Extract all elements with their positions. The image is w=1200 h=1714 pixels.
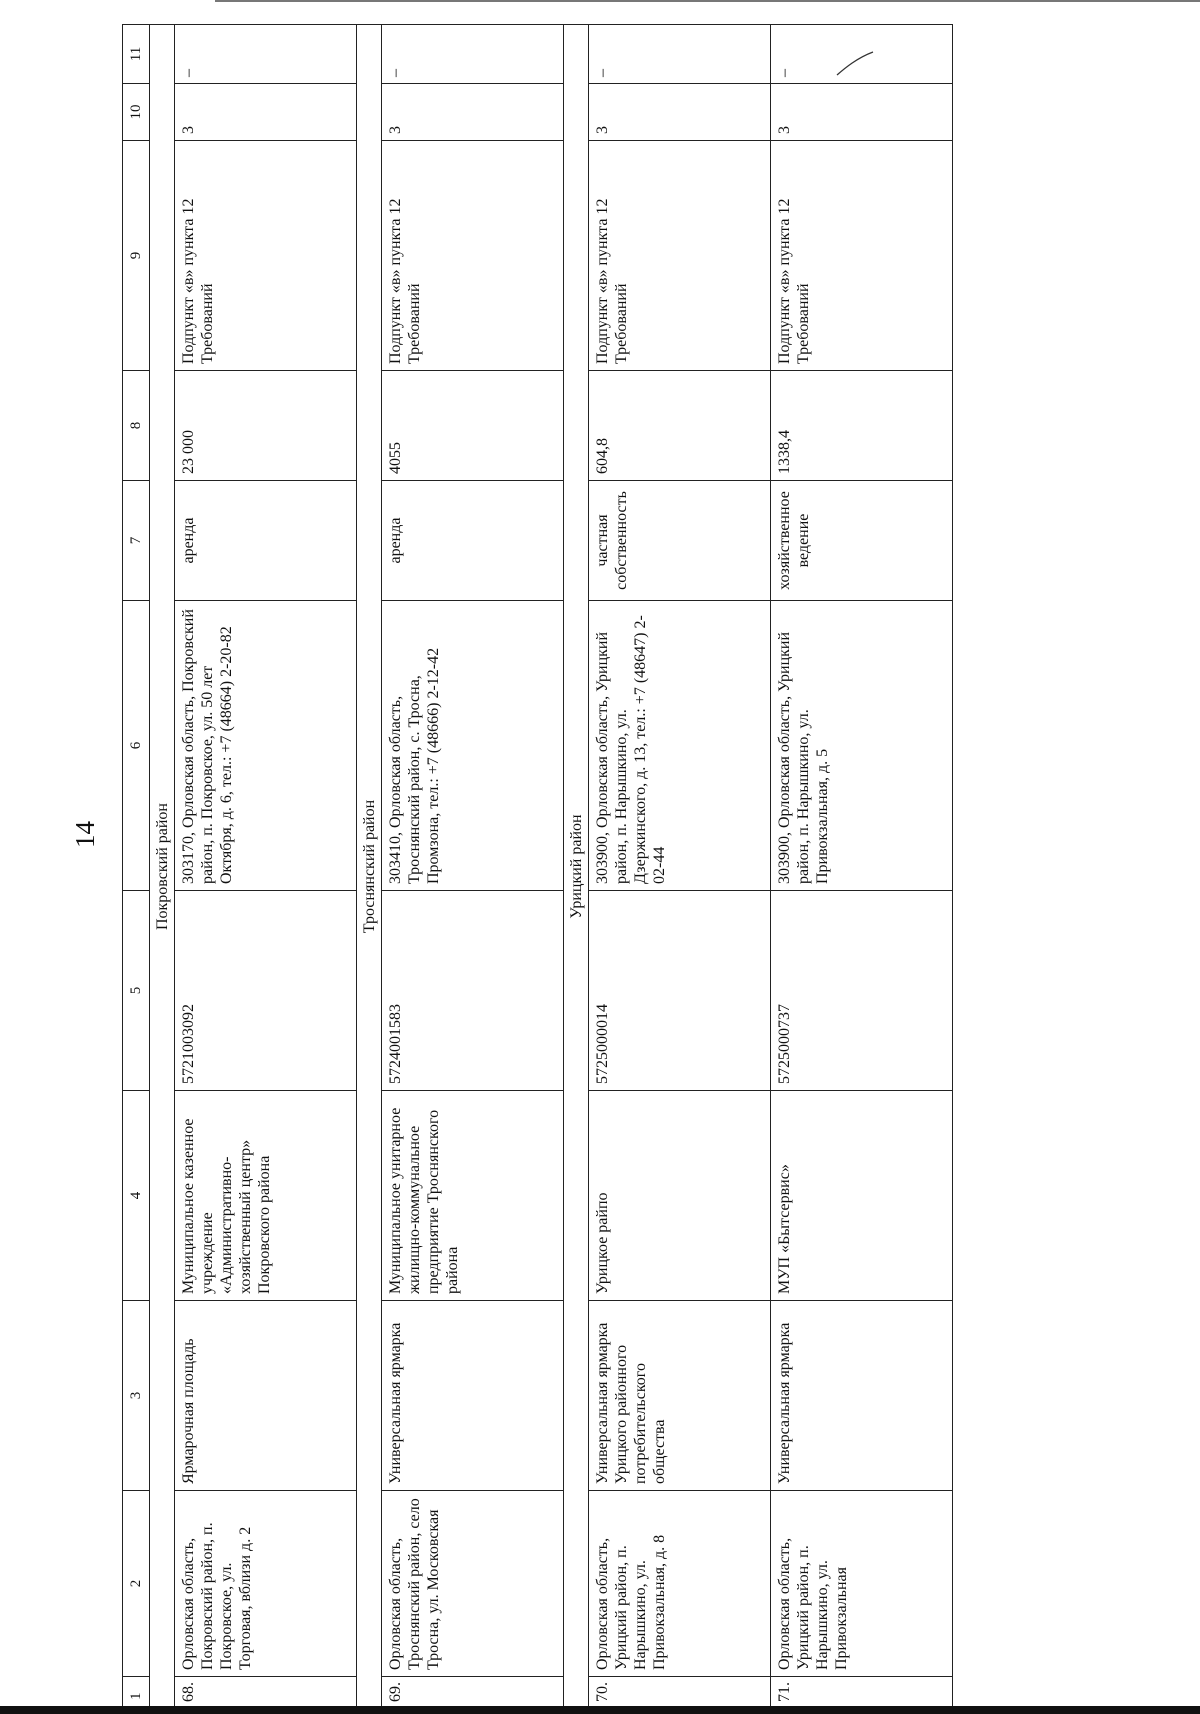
- column-11-value: –: [771, 25, 953, 84]
- organizer-address: 303170, Орловская область, Покровский район, п. Покровское, ул. 50 лет Октября, д. 6, тел.: +7 (48664) 2-20-82: [175, 601, 357, 891]
- column-10-value: 3: [382, 84, 564, 141]
- column-10-value: 3: [771, 84, 953, 141]
- row-number: 70.: [589, 1677, 771, 1709]
- column-number: 4: [123, 1091, 150, 1301]
- fair-organizer: Муниципальное казенное учреждение «Административно-хозяйственный центр» Покровского района: [175, 1091, 357, 1301]
- organizer-address: 303410, Орловская область, Троснянский район, с. Тросна, Промзона, тел.: +7 (48666) 2-12-42: [382, 601, 564, 891]
- fair-location: Орловская область, Урицкий район, п. Нарышкино, ул. Привокзальная, д. 8: [589, 1491, 771, 1677]
- column-number: 11: [123, 25, 150, 84]
- fair-organizer: МУП «Бытсервис»: [771, 1091, 953, 1301]
- column-number: 6: [123, 601, 150, 891]
- organizer-address: 303900, Орловская область, Урицкий район, п. Нарышкино, ул. Дзержинского, д. 13, тел.: +7 (48647) 2-02-44: [589, 601, 771, 891]
- fair-type: Универсальная ярмарка: [771, 1301, 953, 1491]
- ownership-form: аренда: [382, 481, 564, 601]
- fair-type: Ярмарочная площадь: [175, 1301, 357, 1491]
- table-row: [771, 25, 953, 1709]
- column-number: 9: [123, 141, 150, 371]
- rotated-table-wrapper: [122, 25, 912, 1709]
- district-header-row: [357, 25, 382, 1709]
- legal-basis: Подпункт «в» пункта 12 Требований: [175, 141, 357, 371]
- pen-check-mark: [835, 50, 875, 78]
- fair-type: Универсальная ярмарка: [382, 1301, 564, 1491]
- fair-organizer: Муниципальное унитарное жилищно-коммунальное предприятие Троснянского района: [382, 1091, 564, 1301]
- fair-location: Орловская область, Покровский район, п. Покровское, ул. Торговая, вблизи д. 2: [175, 1491, 357, 1677]
- area-value: 4055: [382, 371, 564, 481]
- column-11-value: –: [175, 25, 357, 84]
- fair-registry-table: [122, 24, 953, 1709]
- organizer-inn: 5724001583: [382, 891, 564, 1091]
- column-10-value: 3: [589, 84, 771, 141]
- district-name: Урицкий район: [564, 25, 589, 1709]
- column-11-value: –: [382, 25, 564, 84]
- area-value: 604,8: [589, 371, 771, 481]
- ownership-form: хозяйственное ведение: [771, 481, 953, 601]
- column-11-value: –: [589, 25, 771, 84]
- column-number: 3: [123, 1301, 150, 1491]
- area-value: 1338,4: [771, 371, 953, 481]
- column-number: 1: [123, 1677, 150, 1709]
- table-row: [589, 25, 771, 1709]
- table-row: [175, 25, 357, 1709]
- legal-basis: Подпункт «в» пункта 12 Требований: [589, 141, 771, 371]
- table-row: [382, 25, 564, 1709]
- organizer-inn: 5721003092: [175, 891, 357, 1091]
- column-number: 10: [123, 84, 150, 141]
- column-number: 8: [123, 371, 150, 481]
- organizer-address: 303900, Орловская область, Урицкий район, п. Нарышкино, ул. Привокзальная, д. 5: [771, 601, 953, 891]
- legal-basis: Подпункт «в» пункта 12 Требований: [382, 141, 564, 371]
- district-name: Покровский район: [150, 25, 175, 1709]
- row-number: 69.: [382, 1677, 564, 1709]
- fair-type: Универсальная ярмарка Урицкого районного потребительского общества: [589, 1301, 771, 1491]
- fair-location: Орловская область, Урицкий район, п. Нарышкино, ул. Привокзальная: [771, 1491, 953, 1677]
- column-number: 7: [123, 481, 150, 601]
- district-name: Троснянский район: [357, 25, 382, 1709]
- column-number: 2: [123, 1491, 150, 1677]
- bottom-scan-edge: [0, 1706, 1200, 1714]
- top-scan-edge: [215, 0, 1200, 2]
- ownership-form: частная собственность: [589, 481, 771, 601]
- row-number: 68.: [175, 1677, 357, 1709]
- ownership-form: аренда: [175, 481, 357, 601]
- area-value: 23 000: [175, 371, 357, 481]
- district-header-row: [564, 25, 589, 1709]
- district-header-row: [150, 25, 175, 1709]
- page-number: 14: [70, 821, 100, 848]
- column-10-value: 3: [175, 84, 357, 141]
- fair-location: Орловская область, Троснянский район, село Тросна, ул. Московская: [382, 1491, 564, 1677]
- column-number-row: [123, 25, 150, 1709]
- organizer-inn: 5725000014: [589, 891, 771, 1091]
- fair-organizer: Урицкое райпо: [589, 1091, 771, 1301]
- row-number: 71.: [771, 1677, 953, 1709]
- legal-basis: Подпункт «в» пункта 12 Требований: [771, 141, 953, 371]
- organizer-inn: 5725000737: [771, 891, 953, 1091]
- column-number: 5: [123, 891, 150, 1091]
